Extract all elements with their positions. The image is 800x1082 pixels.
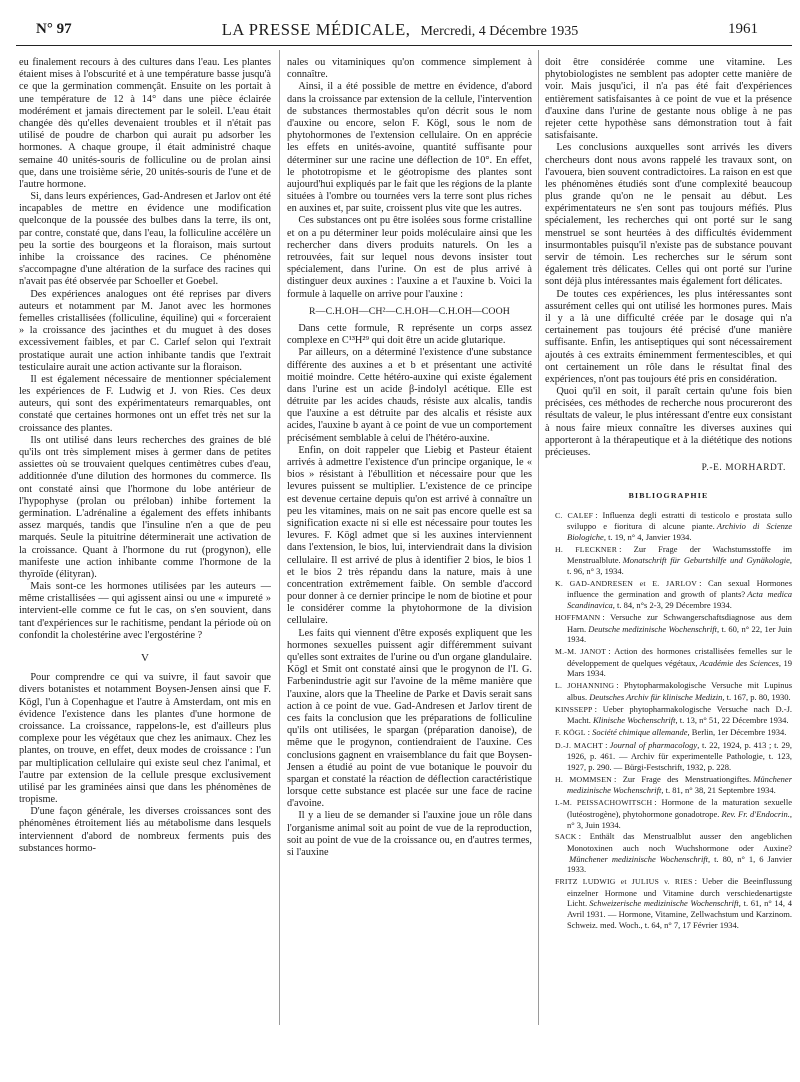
journal-title: LA PRESSE MÉDICALE, [221,20,411,39]
bibliography-journal: Monatschrift für Geburtshilfe und Gynäkologie [622,555,790,566]
bibliography-details: , t. 96, n° 3, 1934. [567,555,792,577]
bibliography-details: , n° 3, Juin 1934. [567,808,792,830]
bibliography-entry [545,797,792,830]
bibliography-entry [545,612,792,645]
bibliography-title: : Zur Frage der Wachstumsstoffe im Menstrualblute. [567,543,792,566]
bibliography-details: , t. 80, n° 1, 6 Janvier 1933. [567,853,792,875]
header-rule [16,45,792,46]
bibliography-journal: Schweizerische medizinische Wochenschrift [589,898,739,909]
bibliography-entry [545,831,792,875]
bibliography-entry [545,544,792,577]
bibliography-title: : Versuche zur Schwangerschaftsdiagnose aus dem Harn. [567,611,792,634]
bibliography-author: C. CALEF [555,510,594,520]
bibliography-details: , t. 61, n° 14, 4 Avril 1931. — Hormone, Vitamine, Zellwachstum und Karzinom. Schweiz. med. Woch., t. 64, n° 7, 17 Février 1934. [567,898,792,930]
bibliography-title: : Ueber phytopharmakologische Versuche nach D.-J. Macht. [567,703,792,726]
paragraph: Par ailleurs, on a déterminé l'existence d'une substance différente des auxines a et b et présentant une activité moitié moindre. Cette hétéro-auxine qui existe également dans l'urine est un acide β-indolyl acétique. Elle est détruite par les acides chauds, résiste aux alcalis, tandis que l'auxine a est détruite par des alcalis et résiste aux acides, l'auxine b ayant à ce point de vue un comportement précisément semblable à celui de l'hétéro-auxine. [287,347,532,444]
bibliography-title: : Zur Frage des Menstruationgiftes. [613,773,752,784]
column-3 [545,57,792,1042]
running-head [0,20,800,40]
paragraph: doit être considérée comme une vitamine. Les phytobiologistes ne semblent pas adopter cette manière de voir. Mais jusqu'ici, il n'a pas été fait d'expériences entièrement satisfaisantes à ce point de vue et la présence d'auxine dans l'urine de gestante nous oblige à ne pas rejeter cette hypothèse sans démonstration tout à fait satisfaisante. [545,57,792,142]
bibliography-details: , t. 19, n° 4, Janvier 1934. [603,531,692,542]
bibliography-author: L. JOHANNING [555,681,615,691]
paragraph: Mais sont-ce les hormones utilisées par les auteurs — même cristallisées — qui agissent ainsi ou une « impureté » intervient-elle comme ce fut le cas, on s'en souvient, dans tant d'expériences sur le rachitisme, pendant la période où on confondit la cholestérine avec l'ergostérine ? [19,581,271,641]
column-rule [279,50,280,1025]
issue-date: Mercredi, 4 Décembre 1935 [420,24,579,39]
bibliography-journal: Münchener medizinische Wochenschrift [569,853,709,864]
bibliography-journal: Société chimique allemande [592,726,688,737]
bibliography-title: : Hormone de la maturation sexuelle (lutéostrogène), phytohormone gonadotrope. [567,797,792,819]
issue-number: N° 97 [36,21,72,37]
bibliography-title: : [587,726,591,737]
bibliography-details: , t. 60, n° 22, 1er Juin 1934. [567,623,792,645]
paragraph: Pour comprendre ce qui va suivre, il faut savoir que divers botanistes et notamment Boysen-Jensen ainsi que F. Kögl, l'un à Copenhague et l'autre à Amsterdam, ont mis en évidence l'existence dans les plantes d'une hormone de croissance. La croissance, rappelons-le, est d'ailleurs plus complexe pour les végétaux que chez les animaux. Chez les plantes, on trouve, en effet, deux modes de croissance : l'un par multiplication cellulaire qui existe seul chez l'animal, et l'autre par extension de la cellule presque exclusivement utilisé par les graminées ainsi que dans les phénomènes de tropisme. [19,672,271,806]
bibliography-journal: Archivio di Scienze Biologiche [567,521,792,542]
bibliography-journal: Münchener medizinische Wochenschrift [567,773,792,796]
bibliography-title: : Enthält das Menstrualblut ausser den angeblichen Monotoxinen auch noch Wuchshormone oder Auxine? [567,831,792,853]
bibliography-journal: Deutsches Archiv für klinische Medizin [589,691,723,702]
section-heading: V [141,652,149,664]
paragraph: D'une façon générale, les diverses croissances sont des phénomènes étroitement liés au métabolisme dans lesquels interviennent d'abord de nombreux ferments puis des substances hormo- [19,806,271,854]
paragraph: Enfin, on doit rappeler que Liebig et Pasteur étaient arrivés à admettre l'existence d'un principe organique, le « bios » résistant à l'ébullition et nécessaire pour que les levures puissent se multiplier. L'existence de ce principe est devenue certaine depuis qu'on est arrivé à connaître un peu les vitamines, mais on ne sait pas encore quelle est sa signification exacte ni si elle est nécessaire pour toutes les levures. F. Kögl admet que si les auxines interviennent dans l'extension, le bios, lui, interviendrait dans la division cellulaire. Il est arrivé de plus à identifier 2 bios, le bios 1 et le bios 2 très répandu dans la nature, mais à une concentration extrêmement faible. On semble d'accord pour donner à ce dernier principe le nom de biotine et pour le considérer comme la phytohormone de la division cellulaire. [287,444,532,627]
bibliography-title: : Ueber die Beeinflussung einzelner Hormone und Vitamine durch verschiedenartigste Licht. [567,876,792,909]
bibliography-details: , t. 13, n° 51, 22 Décembre 1934. [675,715,789,726]
bibliography-journal: Klinische Wochenschrift [592,715,676,726]
author-signature: P.-E. MORHARDT. [701,463,786,474]
bibliography-title: : [605,739,608,750]
bibliography-title: : Influenza degli estratti di testicolo e prostata sullo sviluppo e fioritura di alcune piante. [567,509,792,532]
bibliography-journal: Académie des Sciences [699,657,779,668]
bibliography-author: SACK [555,832,577,842]
bibliography-title: : Phytopharmakologische Versuche mit Lupinus albus. [567,680,792,702]
bibliography-author: K. GAD-ANDRESEN et E. JARLOV [555,578,698,588]
bibliography-author: H. FLECKNER [555,544,618,554]
bibliography-journal: Rev. Fr. d'Endocrin. [721,808,790,819]
bibliography-entry [545,774,792,796]
bibliography-details: , Berlin, 1er Décembre 1934. [687,726,787,737]
bibliography-details: , t. 22, 1924, p. 413 ; t. 29, 1926, p. 461. — Archiv für experimentelle Pathologie, t. 123, 1927, p. 290. — Bürgi-Festschrift, 1932, p. 228. [567,739,792,773]
bibliography-entry [545,680,792,702]
paragraph: Des expériences analogues ont été reprises par divers auteurs et notamment par M. Janot avec les hormones femelles cristallisées (folliculine, équiline) qui « forceraient » la croissance des jacinthes et du muguet à des doses excessivement faibles, et par C. Carlef selon qui l'extrait prostatique aurait une action inhibante tandis que l'extrait testiculaire aurait une action activante sur la floraison. [19,288,271,373]
paragraph: Si, dans leurs expériences, Gad-Andresen et Jarlov ont été incapables de mettre en évidence une modification quelconque de la poussée des bulbes dans la terre, ils ont, par contre, constaté que, dans l'eau, la folliculine accélère un peu la sortie des bourgeons et la floraison, mais surtout inhibe la croissance des racines. Ce phénomène s'accompagne d'une altération de la surface des racines qui n'avait pas été observée par Schoeller et Goebel. [19,191,271,288]
bibliography-entry [545,578,792,611]
bibliography-heading: BIBLIOGRAPHIE [628,491,709,501]
paragraph: Dans cette formule, R représente un corps assez complexe en C¹³H²⁹ qui doit être un acide glutarique. [287,322,532,347]
column-rule [538,50,539,1025]
column-2 [287,57,532,1042]
bibliography-entry [545,740,792,773]
bibliography-entry [545,646,792,679]
paragraph: Il y a lieu de se demander si l'auxine joue un rôle dans l'organisme animal soit au point de vue de la reproduction, soit au point de vue de la croissance ou, en d'autres termes, si l'auxine [287,810,532,858]
bibliography-journal: Journal of pharmacology [609,739,698,750]
bibliography-entry [545,727,792,739]
bibliography-details: , 19 Mars 1934. [567,657,792,679]
bibliography-entry [545,510,792,543]
bibliography-author: I.-M. PEISSACHOWITSCH [555,798,653,808]
paragraph: Quoi qu'il en soit, il paraît certain qu'une fois bien précisées, ces méthodes de recherche nous procureront des résultats de valeur, le plus intéressant d'entre eux consistant à nous faire mieux connaître les diverses auxines qui apporteront à la thérapeutique et à la diététique des notions précieuses. [545,386,792,458]
bibliography-author: H. MOMMSEN [555,774,612,784]
paragraph: Ces substances ont pu être isolées sous forme cristalline et on a pu déterminer leur poids moléculaire ainsi que les rechercher dans divers produits naturels. On les a retrouvées, fait sur lequel nous devons insister tout spécialement, dans l'urine. On est de plus arrivé à distinguer deux auxines : l'auxine a et l'auxine b. Voici la formule à laquelle on arrive pour l'auxine : [287,215,532,300]
paragraph: Les conclusions auxquelles sont arrivés les divers chercheurs dont nous avons rappelé les travaux sont, on l'avouera, bien souvent contradictoires. La raison en est que les phénomènes étudiés sont d'une complexité beaucoup plus grande qu'on ne le pensait au début. Les expérimentateurs ne s'en sont pas toujours méfiés. Plus spécialement, les recherches qui ont porté sur le sang menstruel se sont heurtées à des difficultés évidemment insurmontables puisqu'il n'existe pas de substance pouvant servir de témoin. Les recherches sur le sérum sont également très délicates. Celles qui ont porté sur l'urine sont déjà plus intéressantes mais également fort délicates. [545,142,792,288]
paragraph: De toutes ces expériences, les plus intéressantes sont assurément celles qui ont utilisé les hormones pures. Mais il y a là une difficulté créée par le dosage qui n'a certainement pas toujours été précisé d'une manière suffisante. Enfin, les antiseptiques qui sont nécessairement ajoutés à ces extraits éminemment fermentescibles, et qui ont certainement un rôle dans le résultat final des expériences, n'ont pas toujours été pris en considération. [545,288,792,385]
paragraph: Ainsi, il a été possible de mettre en évidence, d'abord dans la croissance par extension de la cellule, l'intervention de substances thermostables qu'on décrit sous le nom d'auxine ou encore, selon F. Kögl, sous le nom de phytohormones de l'extension cellulaire. On en apprécie les effets en unités-avoine, quantité suffisante pour déterminer sur une racine une déflection de 10°. En effet, le phototropisme et le géotropisme des plantes sont aujourd'hui expliqués par le fait que les régions de la plante situées à l'ombre ou tournées vers la terre sont plus riches en auxines et, par suite, croissent plus vite que les autres. [287,81,532,215]
paragraph: Ils ont utilisé dans leurs recherches des graines de blé qu'ils ont très simplement mises à germer dans de petites assiettes où se trouvaient quelques centimètres cubes d'eau, additionnée d'une dilution des hormones du commerce. Ils ont constaté ainsi que l'hormone du lobe antérieur de l'hypophyse (prolan ou préloban) inhibe fortement la germination. L'adrénaline a également des effets inhibants assez marqués, tandis que l'insuline n'en a que de peu marqués. Seule la pituitrine déterminerait une activation de la croissance. Quant à l'hormone du rut (progynon), elle manifeste une action inhibante comme l'hormone de la thyroïde (élityran). [19,434,271,580]
paragraph: nales ou vitaminiques qu'on commence simplement à connaître. [287,57,532,81]
bibliography-author: M.-M. JANOT [555,647,607,656]
bibliography-details: , t. 167, p. 80, 1930. [722,691,791,702]
bibliography-author: F. KÖGL [555,727,586,737]
column-1 [19,57,271,1042]
bibliography-author: FRITZ LUDWIG et JULIUS v. RIES [555,877,693,887]
paragraph: Les faits qui viennent d'être exposés expliquent que les hormones sexuelles puissent agir différemment suivant qu'elles sont extraites de l'urine ou d'un organe glandulaire. Kögl et Smit ont constaté ainsi que le progynon de l'I. G. Farbenindustrie agit sur l'avoine de la même manière que l'auxine, alors que la Theeline de Parke et Davis serait sans action à ce point de vue. Gad-Andresen et Jarlov tirent de ces faits la conclusion que les préparations de folliculine qu'ils ont utilisées, le spargan (préparation danoise), de même que le progynon, contiendraient de l'auxine. Ces conclusions gagnent en vraisemblance du fait que Boysen-Jensen a étudié au point de vue botanique le pouvoir du spargan et constaté la réaction de déflection caractéristique lorsque cette substance est placée sur une face de racine d'avoine. [287,627,532,810]
bibliography-title: : Action des hormones cristallisées femelles sur le développement de quelques végétaux, [567,646,792,668]
paragraph: Il est également nécessaire de mentionner spécialement les expériences de F. Ludwig et J. von Ries. Ces deux auteurs, qui sont des expérimentateurs remarquables, ont constaté que certaines hormones ont un effet très net sur la croissance des plantes. [19,373,271,434]
bibliography-author: KINSSEPP [555,704,593,714]
page-number: 1961 [728,21,758,37]
bibliography-title: : Can sexual Hormones influence the germination and growth of plants? [567,577,792,600]
bibliography-entry [545,876,792,931]
bibliography-author: D.-J. MACHT [555,740,604,750]
bibliography-entry [545,704,792,726]
bibliography-details: , t. 84, n°s 2-3, 29 Décembre 1934. [612,600,732,611]
bibliography-details: , t. 81, n° 38, 21 Septembre 1934. [661,785,776,796]
chemical-formula: R—C.H.OH—CH²—C.H.OH—C.H.OH—COOH [309,305,510,317]
bibliography-author: HOFFMANN [555,612,601,622]
bibliography-journal: Deutsche medizinische Wochenschrift [588,623,717,634]
bibliography-journal: Acta medica Scandinavica [567,589,792,611]
paragraph: eu finalement recours à des cultures dans l'eau. Les plantes étaient mises à l'obscurité et à une température basse jusqu'à ce que la germination commençât. Ensuite on les portait à une température de 12 à 14° dans une pièce éclairée modérément et jamais directement par le soleil. L'eau était changée dès qu'elles devenaient troubles et il n'était pas utilisé de poudre de charbon qui aurait pu adsorber les hormones. A chaque groupe, il était administré chaque semaine 40 unités-souris de folliculine ou de prolan ainsi que, dans une troisième série, 20 unités-souris de l'une et de l'autre hormone. [19,57,271,190]
